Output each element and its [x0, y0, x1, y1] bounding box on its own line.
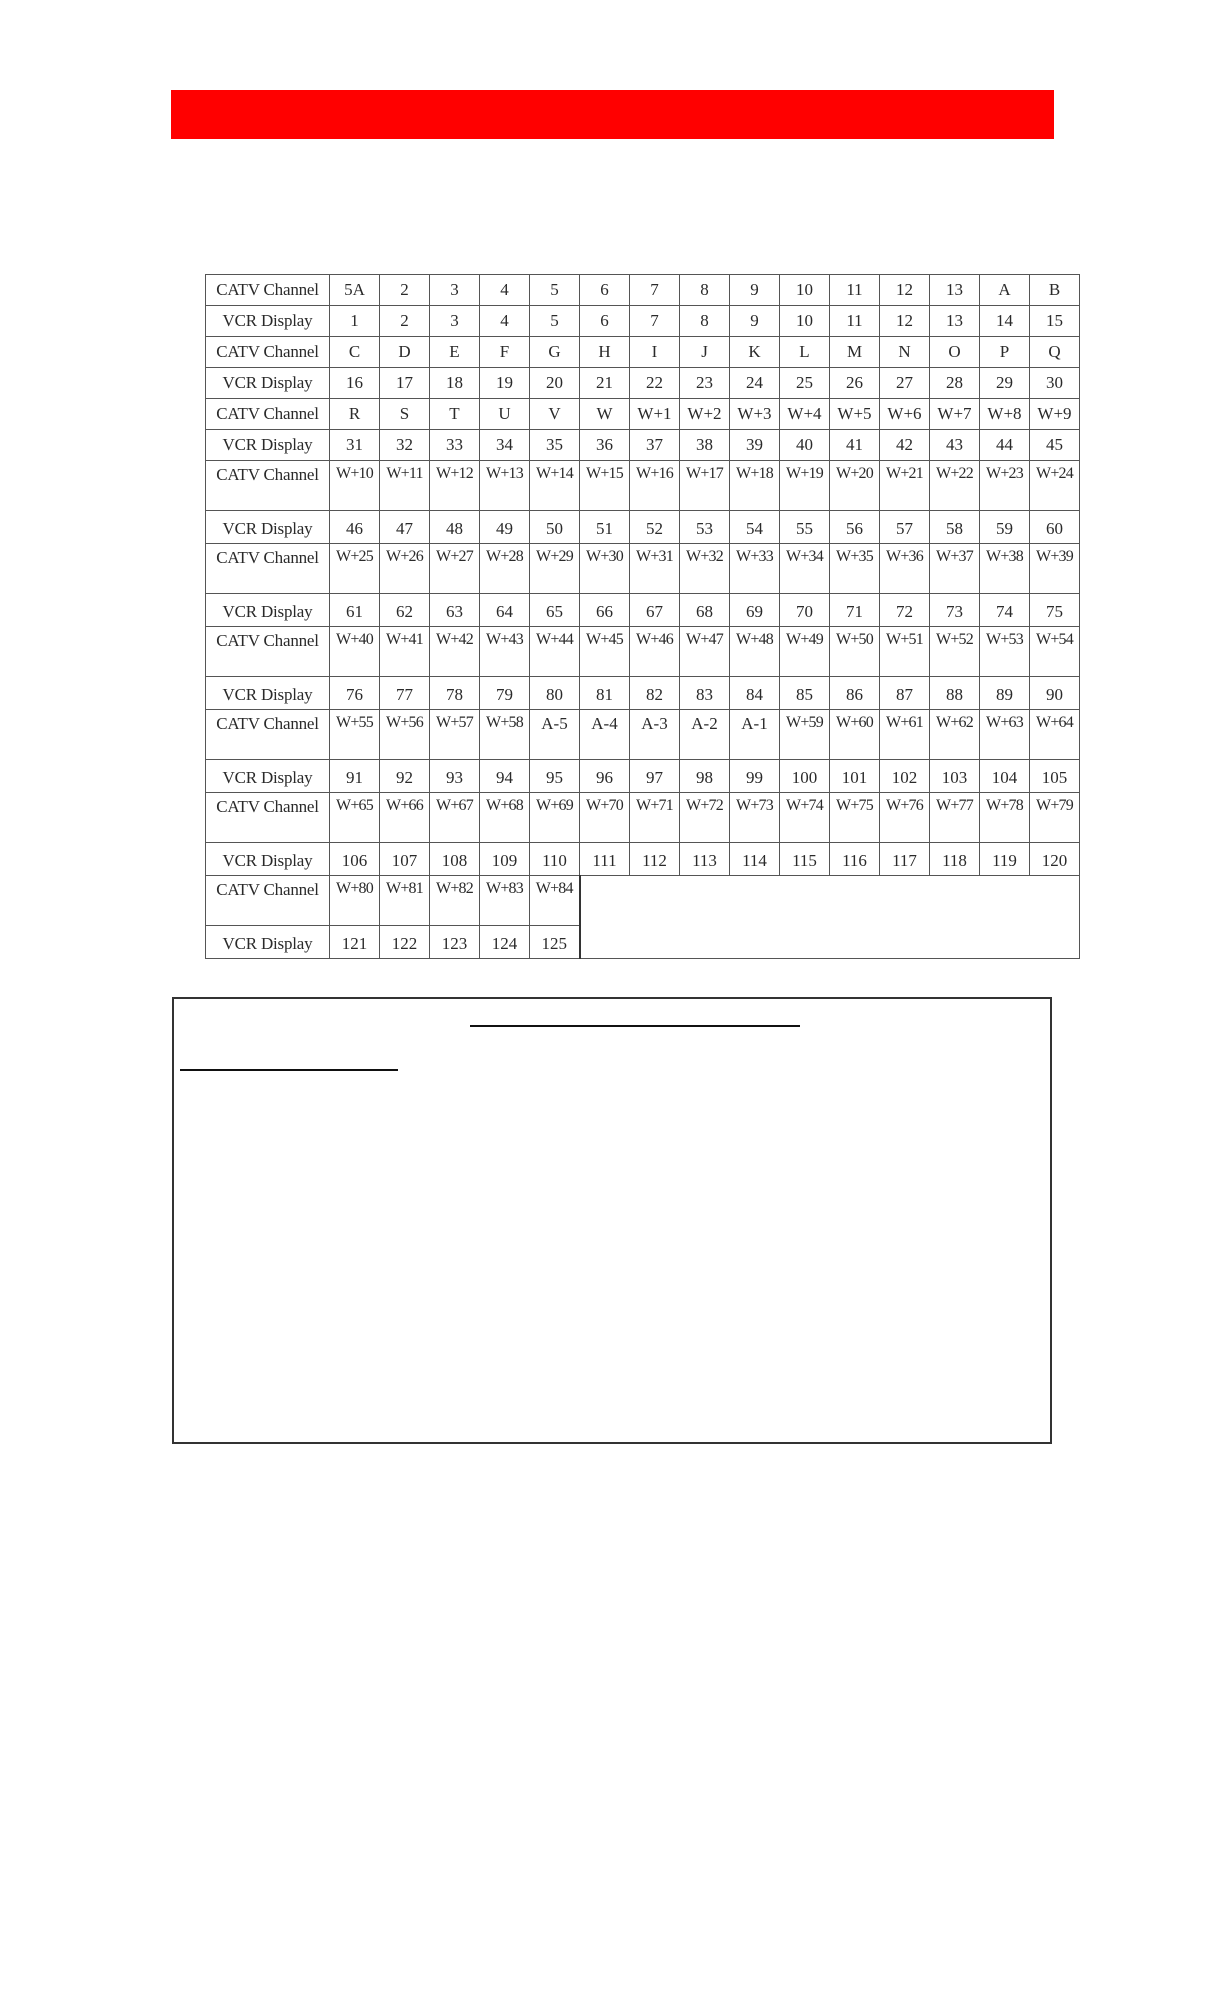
catv-channel-cell: W+47 [680, 627, 730, 677]
vcr-display-cell: 27 [880, 368, 930, 399]
vcr-display-cell: 12 [880, 306, 930, 337]
vcr-display-cell: 110 [530, 843, 580, 876]
catv-channel-cell: W+3 [730, 399, 780, 430]
catv-channel-cell: W+74 [780, 793, 830, 843]
vcr-display-cell: 105 [1030, 760, 1080, 793]
catv-channel-cell: W+66 [380, 793, 430, 843]
catv-channel-cell: W+61 [880, 710, 930, 760]
catv-channel-row [206, 876, 1080, 926]
catv-channel-cell: W+58 [480, 710, 530, 760]
catv-channel-cell: W+46 [630, 627, 680, 677]
catv-channel-cell: P [980, 337, 1030, 368]
vcr-display-cell: 16 [330, 368, 380, 399]
vcr-display-cell: 38 [680, 430, 730, 461]
vcr-display-cell: 71 [830, 594, 880, 627]
catv-channel-cell: A [980, 275, 1030, 306]
catv-channel-cell: Q [1030, 337, 1080, 368]
catv-channel-cell: 7 [630, 275, 680, 306]
catv-channel-row [206, 544, 1080, 594]
catv-channel-cell: W+7 [930, 399, 980, 430]
vcr-display-row [206, 511, 1080, 544]
vcr-display-cell: 103 [930, 760, 980, 793]
vcr-display-cell: 26 [830, 368, 880, 399]
vcr-display-cell: 87 [880, 677, 930, 710]
vcr-display-cell: 125 [530, 926, 580, 959]
catv-channel-cell: W+52 [930, 627, 980, 677]
vcr-display-label: VCR Display [206, 594, 330, 627]
catv-channel-cell: W+33 [730, 544, 780, 594]
catv-channel-cell: E [430, 337, 480, 368]
catv-channel-cell: W+67 [430, 793, 480, 843]
vcr-display-label: VCR Display [206, 926, 330, 959]
catv-channel-cell: R [330, 399, 380, 430]
catv-channel-cell: W+31 [630, 544, 680, 594]
vcr-display-cell: 75 [1030, 594, 1080, 627]
vcr-display-cell: 13 [930, 306, 980, 337]
vcr-display-cell: 25 [780, 368, 830, 399]
vcr-display-cell: 120 [1030, 843, 1080, 876]
catv-channel-label: CATV Channel [206, 337, 330, 368]
vcr-display-cell: 21 [580, 368, 630, 399]
catv-channel-cell: W+34 [780, 544, 830, 594]
catv-channel-cell: W+1 [630, 399, 680, 430]
catv-channel-cell: W+40 [330, 627, 380, 677]
vcr-display-cell: 45 [1030, 430, 1080, 461]
catv-channel-cell: W+73 [730, 793, 780, 843]
catv-channel-cell: L [780, 337, 830, 368]
vcr-display-cell: 85 [780, 677, 830, 710]
vcr-display-cell: 94 [480, 760, 530, 793]
catv-channel-cell: W+11 [380, 461, 430, 511]
vcr-display-row [206, 368, 1080, 399]
vcr-display-cell: 57 [880, 511, 930, 544]
vcr-display-cell: 112 [630, 843, 680, 876]
vcr-display-cell: 8 [680, 306, 730, 337]
catv-channel-cell: W+45 [580, 627, 630, 677]
vcr-display-cell: 9 [730, 306, 780, 337]
vcr-display-cell: 72 [880, 594, 930, 627]
vcr-display-cell: 64 [480, 594, 530, 627]
vcr-display-cell: 63 [430, 594, 480, 627]
catv-channel-cell: W+42 [430, 627, 480, 677]
vcr-display-label: VCR Display [206, 677, 330, 710]
channel-table-container [205, 274, 1079, 959]
vcr-display-cell: 77 [380, 677, 430, 710]
vcr-display-cell: 46 [330, 511, 380, 544]
catv-channel-cell: W+44 [530, 627, 580, 677]
vcr-display-cell: 43 [930, 430, 980, 461]
vcr-display-cell: 114 [730, 843, 780, 876]
catv-channel-label: CATV Channel [206, 275, 330, 306]
vcr-display-cell: 106 [330, 843, 380, 876]
vcr-display-cell: 76 [330, 677, 380, 710]
catv-channel-label: CATV Channel [206, 461, 330, 511]
catv-channel-cell: W+27 [430, 544, 480, 594]
catv-channel-row [206, 337, 1080, 368]
catv-channel-cell: 5A [330, 275, 380, 306]
vcr-display-cell: 36 [580, 430, 630, 461]
vcr-display-cell: 124 [480, 926, 530, 959]
vcr-display-row [206, 760, 1080, 793]
catv-channel-cell: C [330, 337, 380, 368]
vcr-display-cell: 97 [630, 760, 680, 793]
catv-channel-cell: W+57 [430, 710, 480, 760]
vcr-display-cell: 22 [630, 368, 680, 399]
vcr-display-row [206, 677, 1080, 710]
catv-channel-cell: J [680, 337, 730, 368]
vcr-display-cell: 82 [630, 677, 680, 710]
catv-channel-cell: W+5 [830, 399, 880, 430]
catv-channel-cell: W+68 [480, 793, 530, 843]
vcr-display-cell: 86 [830, 677, 880, 710]
vcr-display-cell: 109 [480, 843, 530, 876]
catv-channel-cell: O [930, 337, 980, 368]
vcr-display-cell: 33 [430, 430, 480, 461]
catv-channel-cell: W+81 [380, 876, 430, 926]
catv-channel-cell: W+39 [1030, 544, 1080, 594]
catv-channel-cell: B [1030, 275, 1080, 306]
catv-channel-cell: U [480, 399, 530, 430]
vcr-display-cell: 107 [380, 843, 430, 876]
vcr-display-cell: 90 [1030, 677, 1080, 710]
catv-channel-cell: W+70 [580, 793, 630, 843]
catv-channel-cell: M [830, 337, 880, 368]
catv-channel-label: CATV Channel [206, 627, 330, 677]
vcr-display-cell: 67 [630, 594, 680, 627]
catv-channel-cell: W+4 [780, 399, 830, 430]
catv-channel-cell: D [380, 337, 430, 368]
vcr-display-cell: 111 [580, 843, 630, 876]
vcr-display-cell: 52 [630, 511, 680, 544]
vcr-display-cell: 54 [730, 511, 780, 544]
vcr-display-cell: 79 [480, 677, 530, 710]
catv-channel-cell: 9 [730, 275, 780, 306]
catv-channel-label: CATV Channel [206, 544, 330, 594]
vcr-display-label: VCR Display [206, 306, 330, 337]
catv-channel-cell: A-1 [730, 710, 780, 760]
catv-channel-cell: W+83 [480, 876, 530, 926]
vcr-display-cell: 30 [1030, 368, 1080, 399]
vcr-display-cell: 11 [830, 306, 880, 337]
catv-channel-cell: W+17 [680, 461, 730, 511]
catv-channel-cell: W+48 [730, 627, 780, 677]
catv-channel-row [206, 710, 1080, 760]
catv-channel-cell: V [530, 399, 580, 430]
catv-channel-cell: W+51 [880, 627, 930, 677]
catv-channel-cell: W+9 [1030, 399, 1080, 430]
catv-channel-cell: W+19 [780, 461, 830, 511]
catv-channel-cell: W+21 [880, 461, 930, 511]
vcr-display-cell: 7 [630, 306, 680, 337]
catv-channel-cell: W+78 [980, 793, 1030, 843]
catv-channel-cell: W+43 [480, 627, 530, 677]
note-box [172, 997, 1052, 1444]
vcr-display-cell: 15 [1030, 306, 1080, 337]
catv-channel-row [206, 275, 1080, 306]
catv-channel-cell: 3 [430, 275, 480, 306]
vcr-display-cell: 60 [1030, 511, 1080, 544]
vcr-display-row [206, 843, 1080, 876]
catv-channel-cell: 11 [830, 275, 880, 306]
header-bar [171, 90, 1054, 139]
vcr-display-label: VCR Display [206, 368, 330, 399]
vcr-display-cell: 101 [830, 760, 880, 793]
vcr-display-cell: 42 [880, 430, 930, 461]
vcr-display-cell: 123 [430, 926, 480, 959]
catv-channel-label: CATV Channel [206, 710, 330, 760]
vcr-display-cell: 98 [680, 760, 730, 793]
catv-channel-cell: 10 [780, 275, 830, 306]
vcr-display-cell: 1 [330, 306, 380, 337]
catv-channel-cell: G [530, 337, 580, 368]
vcr-display-cell: 58 [930, 511, 980, 544]
catv-channel-cell: I [630, 337, 680, 368]
vcr-display-label: VCR Display [206, 843, 330, 876]
catv-channel-cell: K [730, 337, 780, 368]
catv-channel-cell: W+80 [330, 876, 380, 926]
catv-channel-cell: W+75 [830, 793, 880, 843]
catv-channel-row [206, 461, 1080, 511]
catv-channel-cell: W+16 [630, 461, 680, 511]
catv-channel-cell: W+76 [880, 793, 930, 843]
vcr-display-cell: 41 [830, 430, 880, 461]
catv-channel-cell: W+10 [330, 461, 380, 511]
vcr-display-cell: 113 [680, 843, 730, 876]
catv-channel-cell: W+82 [430, 876, 480, 926]
catv-channel-cell: W+53 [980, 627, 1030, 677]
vcr-display-label: VCR Display [206, 511, 330, 544]
catv-channel-cell: W+49 [780, 627, 830, 677]
catv-channel-cell: A-2 [680, 710, 730, 760]
catv-channel-cell: W+72 [680, 793, 730, 843]
vcr-display-cell: 19 [480, 368, 530, 399]
vcr-display-cell: 51 [580, 511, 630, 544]
catv-channel-cell: W+28 [480, 544, 530, 594]
vcr-display-row [206, 306, 1080, 337]
catv-channel-cell: W+13 [480, 461, 530, 511]
catv-channel-cell: F [480, 337, 530, 368]
catv-channel-label: CATV Channel [206, 793, 330, 843]
vcr-display-cell: 55 [780, 511, 830, 544]
catv-channel-cell: W+25 [330, 544, 380, 594]
catv-channel-cell: 13 [930, 275, 980, 306]
vcr-display-cell: 47 [380, 511, 430, 544]
vcr-display-cell: 96 [580, 760, 630, 793]
catv-channel-cell: 6 [580, 275, 630, 306]
catv-channel-cell: W [580, 399, 630, 430]
catv-channel-cell: W+15 [580, 461, 630, 511]
vcr-display-cell: 23 [680, 368, 730, 399]
note-heading-rule [470, 1025, 800, 1027]
vcr-display-cell: 37 [630, 430, 680, 461]
vcr-display-cell: 53 [680, 511, 730, 544]
catv-channel-cell: A-4 [580, 710, 630, 760]
vcr-display-cell: 29 [980, 368, 1030, 399]
vcr-display-label: VCR Display [206, 760, 330, 793]
catv-channel-cell: W+55 [330, 710, 380, 760]
vcr-display-cell: 56 [830, 511, 880, 544]
catv-channel-cell: W+36 [880, 544, 930, 594]
catv-channel-cell: W+2 [680, 399, 730, 430]
catv-channel-cell: W+32 [680, 544, 730, 594]
vcr-display-cell: 40 [780, 430, 830, 461]
catv-channel-cell: W+59 [780, 710, 830, 760]
catv-channel-cell: W+22 [930, 461, 980, 511]
vcr-display-cell: 2 [380, 306, 430, 337]
catv-channel-row [206, 627, 1080, 677]
vcr-display-cell: 31 [330, 430, 380, 461]
catv-channel-cell: 8 [680, 275, 730, 306]
catv-channel-cell: W+37 [930, 544, 980, 594]
catv-channel-row [206, 399, 1080, 430]
vcr-display-cell: 88 [930, 677, 980, 710]
catv-channel-cell: 5 [530, 275, 580, 306]
vcr-display-cell: 104 [980, 760, 1030, 793]
vcr-display-cell: 119 [980, 843, 1030, 876]
catv-channel-row [206, 793, 1080, 843]
catv-channel-cell: W+35 [830, 544, 880, 594]
vcr-display-cell: 117 [880, 843, 930, 876]
vcr-display-cell: 100 [780, 760, 830, 793]
catv-channel-cell: W+84 [530, 876, 580, 926]
catv-channel-cell: H [580, 337, 630, 368]
catv-channel-cell: W+38 [980, 544, 1030, 594]
vcr-display-cell: 115 [780, 843, 830, 876]
note-subheading-rule [180, 1069, 398, 1071]
catv-channel-cell: W+6 [880, 399, 930, 430]
vcr-display-cell: 122 [380, 926, 430, 959]
vcr-display-cell: 10 [780, 306, 830, 337]
catv-channel-cell: W+18 [730, 461, 780, 511]
vcr-display-cell: 74 [980, 594, 1030, 627]
vcr-display-cell: 32 [380, 430, 430, 461]
catv-channel-cell: W+54 [1030, 627, 1080, 677]
vcr-display-cell: 65 [530, 594, 580, 627]
catv-channel-cell: W+41 [380, 627, 430, 677]
catv-channel-cell: W+29 [530, 544, 580, 594]
vcr-display-row [206, 594, 1080, 627]
vcr-display-cell: 81 [580, 677, 630, 710]
vcr-display-cell: 91 [330, 760, 380, 793]
empty-cell [580, 876, 1080, 959]
vcr-display-cell: 18 [430, 368, 480, 399]
catv-channel-cell: W+20 [830, 461, 880, 511]
vcr-display-cell: 14 [980, 306, 1030, 337]
catv-channel-cell: W+12 [430, 461, 480, 511]
vcr-display-cell: 20 [530, 368, 580, 399]
catv-channel-cell: W+14 [530, 461, 580, 511]
catv-channel-cell: W+62 [930, 710, 980, 760]
vcr-display-cell: 61 [330, 594, 380, 627]
vcr-display-cell: 62 [380, 594, 430, 627]
vcr-display-cell: 78 [430, 677, 480, 710]
vcr-display-cell: 35 [530, 430, 580, 461]
vcr-display-cell: 59 [980, 511, 1030, 544]
catv-channel-cell: W+26 [380, 544, 430, 594]
catv-channel-cell: W+56 [380, 710, 430, 760]
vcr-display-cell: 99 [730, 760, 780, 793]
catv-channel-cell: A-3 [630, 710, 680, 760]
catv-channel-cell: W+71 [630, 793, 680, 843]
catv-channel-cell: W+24 [1030, 461, 1080, 511]
vcr-display-cell: 92 [380, 760, 430, 793]
vcr-display-cell: 6 [580, 306, 630, 337]
vcr-display-cell: 44 [980, 430, 1030, 461]
catv-channel-cell: W+60 [830, 710, 880, 760]
vcr-display-label: VCR Display [206, 430, 330, 461]
catv-channel-cell: W+23 [980, 461, 1030, 511]
catv-channel-cell: W+65 [330, 793, 380, 843]
vcr-display-cell: 24 [730, 368, 780, 399]
catv-channel-cell: W+63 [980, 710, 1030, 760]
catv-channel-cell: W+8 [980, 399, 1030, 430]
catv-channel-cell: 2 [380, 275, 430, 306]
catv-channel-cell: N [880, 337, 930, 368]
vcr-display-cell: 66 [580, 594, 630, 627]
vcr-display-cell: 3 [430, 306, 480, 337]
vcr-display-cell: 50 [530, 511, 580, 544]
vcr-display-cell: 83 [680, 677, 730, 710]
vcr-display-cell: 121 [330, 926, 380, 959]
vcr-display-cell: 95 [530, 760, 580, 793]
catv-channel-cell: W+77 [930, 793, 980, 843]
catv-channel-label: CATV Channel [206, 876, 330, 926]
vcr-display-cell: 69 [730, 594, 780, 627]
vcr-display-cell: 34 [480, 430, 530, 461]
vcr-display-cell: 108 [430, 843, 480, 876]
vcr-display-cell: 84 [730, 677, 780, 710]
catv-channel-cell: W+69 [530, 793, 580, 843]
vcr-display-row [206, 430, 1080, 461]
vcr-display-cell: 39 [730, 430, 780, 461]
vcr-display-cell: 80 [530, 677, 580, 710]
catv-channel-cell: W+50 [830, 627, 880, 677]
vcr-display-cell: 4 [480, 306, 530, 337]
catv-channel-cell: A-5 [530, 710, 580, 760]
vcr-display-cell: 118 [930, 843, 980, 876]
catv-channel-label: CATV Channel [206, 399, 330, 430]
catv-channel-cell: W+79 [1030, 793, 1080, 843]
vcr-display-cell: 89 [980, 677, 1030, 710]
vcr-display-cell: 70 [780, 594, 830, 627]
catv-channel-cell: W+30 [580, 544, 630, 594]
vcr-display-cell: 48 [430, 511, 480, 544]
vcr-display-cell: 17 [380, 368, 430, 399]
vcr-display-cell: 5 [530, 306, 580, 337]
channel-table [205, 274, 1080, 959]
catv-channel-cell: 12 [880, 275, 930, 306]
vcr-display-cell: 73 [930, 594, 980, 627]
vcr-display-cell: 102 [880, 760, 930, 793]
vcr-display-cell: 28 [930, 368, 980, 399]
vcr-display-cell: 93 [430, 760, 480, 793]
vcr-display-cell: 116 [830, 843, 880, 876]
catv-channel-cell: 4 [480, 275, 530, 306]
catv-channel-cell: W+64 [1030, 710, 1080, 760]
vcr-display-cell: 49 [480, 511, 530, 544]
catv-channel-cell: T [430, 399, 480, 430]
catv-channel-cell: S [380, 399, 430, 430]
vcr-display-cell: 68 [680, 594, 730, 627]
